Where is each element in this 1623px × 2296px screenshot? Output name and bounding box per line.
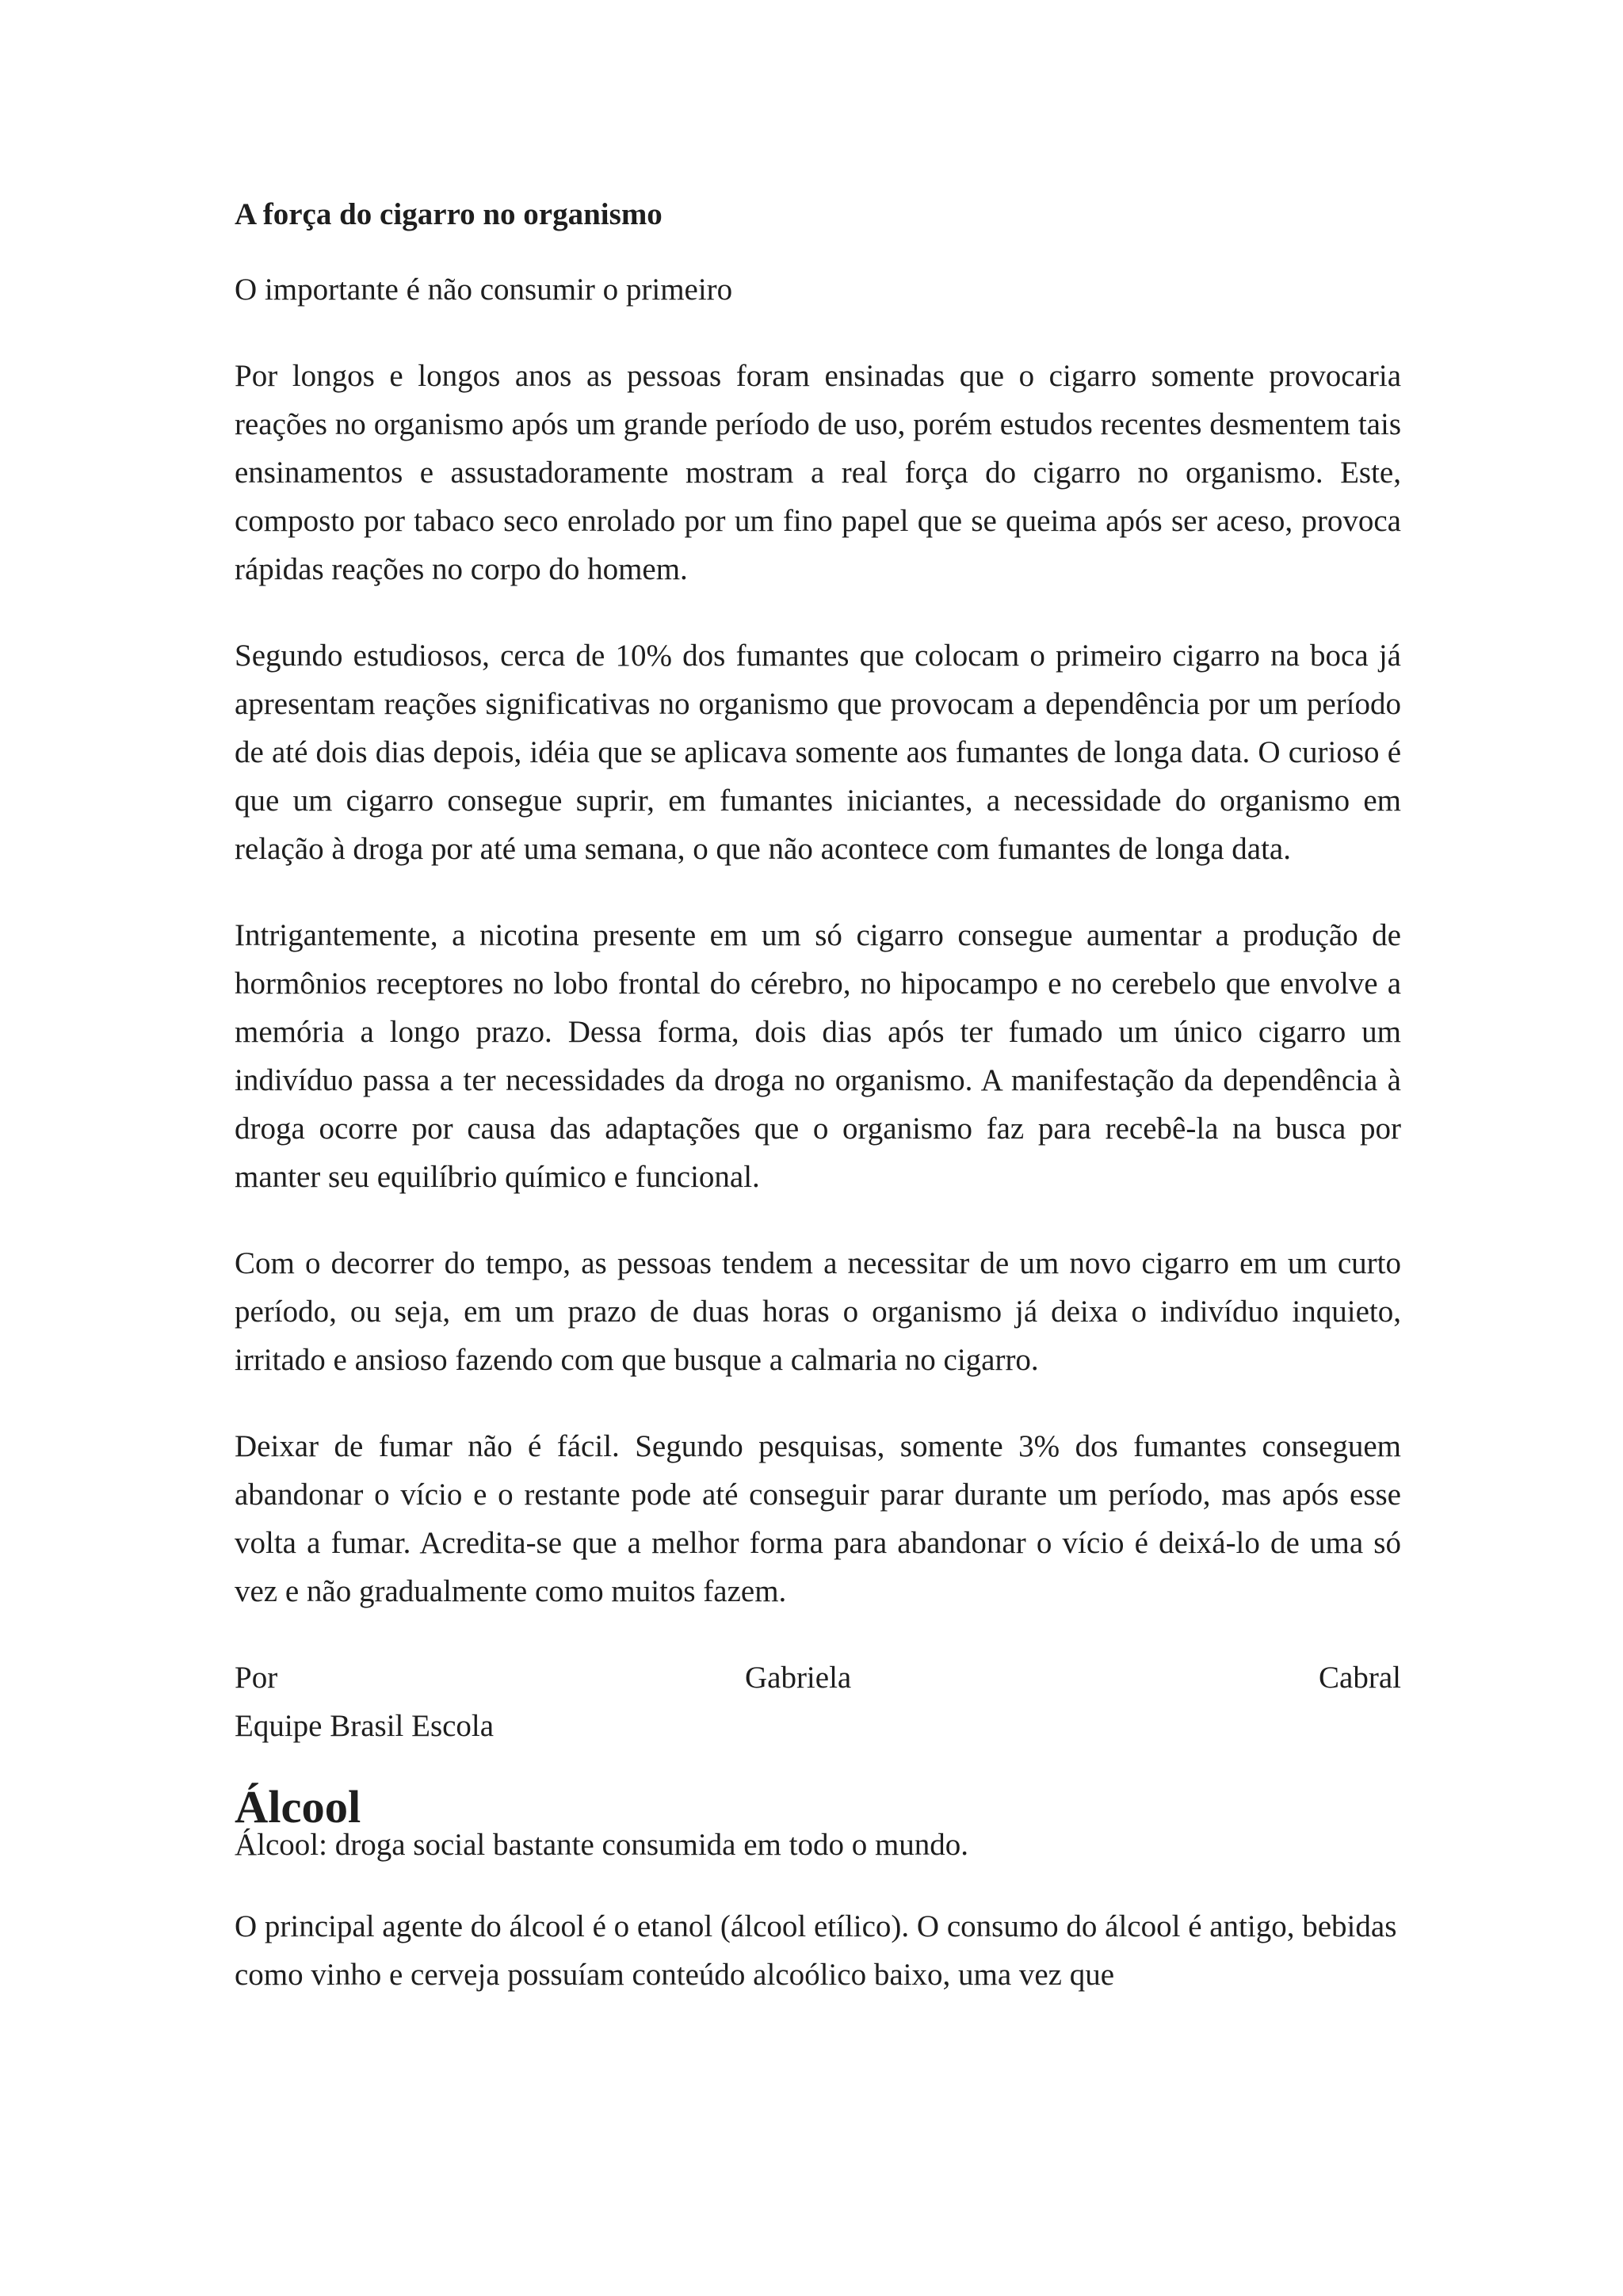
article-subtitle: O importante é não consumir o primeiro [235, 273, 733, 307]
byline-first-name: Gabriela [744, 1661, 852, 1695]
article-paragraph-3: Intrigantemente, a nicotina presente em um só cigarro consegue aumentar a produção de hormônios receptores no lobo frontal do cérebro, no hipocampo e no cerebelo que envolve a memória a longo prazo. Dessa forma, dois dias após ter fumado um único cigarro um indivíduo passa a ter necessidades da droga no organismo. A manifestação da dependência à droga ocorre por causa das adaptações que o organismo faz para recebê-la na busca por manter seu equilíbrio químico e funcional. [235, 918, 1401, 1194]
byline-by: Por [235, 1661, 278, 1695]
byline-last-name: Cabral [1319, 1661, 1401, 1695]
article-paragraph-4: Com o decorrer do tempo, as pessoas tendem a necessitar de um novo cigarro em um curto período, ou seja, em um prazo de duas horas o organismo já deixa o indivíduo inquieto, irritado e ansioso fazendo com que busque a calmaria no cigarro. [235, 1246, 1401, 1377]
author-byline [235, 1653, 1401, 1702]
article-paragraph-2: Segundo estudiosos, cerca de 10% dos fumantes que colocam o primeiro cigarro na boca já apresentam reações significativas no organismo que provocam a dependência por um período de até dois dias depois, idéia que se aplicava somente aos fumantes de longa data. O curioso é que um cigarro consegue suprir, em fumantes iniciantes, a necessidade do organismo em relação à droga por até uma semana, o que não acontece com fumantes de longa data. [235, 639, 1401, 866]
section-subheading: Álcool: droga social bastante consumida em todo o mundo. [235, 1828, 969, 1862]
section-heading: Álcool [235, 1781, 361, 1833]
section-paragraph: O principal agente do álcool é o etanol (álcool etílico). O consumo do álcool é antigo, bebidas como vinho e cerveja possuíam conteúdo alcoólico baixo, uma vez que [235, 1909, 1397, 1992]
document-body [235, 190, 1401, 1999]
article-paragraph-5: Deixar de fumar não é fácil. Segundo pesquisas, somente 3% dos fumantes conseguem abandonar o vício e o restante pode até conseguir parar durante um período, mas após esse volta a fumar. Acredita-se que a melhor forma para abandonar o vício é deixá-lo de uma só vez e não gradualmente como muitos fazem. [235, 1429, 1401, 1608]
article-title: A força do cigarro no organismo [235, 197, 663, 231]
author-team: Equipe Brasil Escola [235, 1709, 495, 1743]
article-paragraph-1: Por longos e longos anos as pessoas foram ensinadas que o cigarro somente provocaria reações no organismo após um grande período de uso, porém estudos recentes desmentem tais ensinamentos e assustadoramente mostram a real força do cigarro no organismo. Este, composto por tabaco seco enrolado por um fino papel que se queima após ser aceso, provoca rápidas reações no corpo do homem. [235, 359, 1401, 586]
